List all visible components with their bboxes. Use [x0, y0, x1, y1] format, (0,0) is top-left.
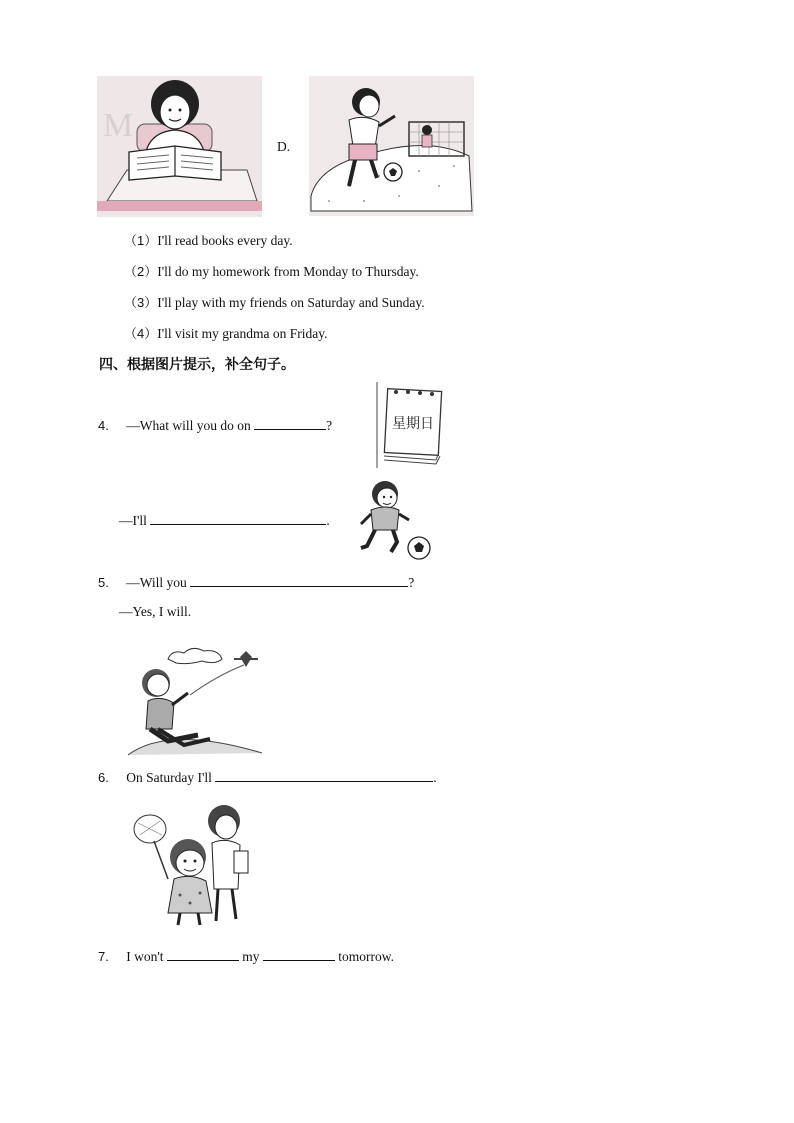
svg-text:M: M [103, 107, 134, 144]
q6-blank[interactable] [215, 769, 433, 782]
q6-number: 6. [98, 770, 109, 785]
q6-sentence [98, 769, 437, 786]
q6-prefix: On Saturday I'll [126, 770, 212, 785]
sentence-3 [124, 292, 425, 311]
q7-part2: my [242, 949, 260, 964]
q4-answer-suffix: . [326, 513, 330, 528]
girls-cotton-candy-image [128, 803, 262, 929]
q6-suffix: . [433, 770, 437, 785]
q7-number: 7. [98, 949, 109, 964]
calendar-label: 星期日 [392, 416, 434, 432]
section-four-heading: 四、根据图片提示，补全句子。 [99, 357, 295, 373]
q4-question-prefix: —What will you do on [126, 418, 251, 433]
option-d-label: D. [277, 139, 291, 154]
q5-question [98, 574, 414, 591]
q4-answer-prefix: —I'll [119, 513, 147, 528]
q4-answer [119, 512, 330, 529]
q5-number: 5. [98, 575, 109, 590]
sentence-1-num: （1） [124, 233, 158, 248]
football-goal-image [309, 76, 474, 216]
q7-blank-1[interactable] [167, 948, 239, 961]
sentence-3-num: （3） [124, 295, 158, 310]
q4-question-suffix: ? [326, 418, 333, 433]
sentence-4-num: （4） [124, 326, 158, 341]
sentence-2-text: I'll do my homework from Monday to Thursday. [157, 264, 419, 279]
q4-number: 4. [98, 418, 109, 433]
q7-part3: tomorrow. [338, 949, 395, 964]
q4-blank-activity[interactable] [150, 512, 326, 525]
q5-question-prefix: —Will you [126, 575, 187, 590]
sentence-2-num: （2） [124, 264, 158, 279]
sentence-2 [124, 261, 419, 280]
sentence-4 [124, 323, 328, 342]
q5-blank[interactable] [190, 574, 408, 587]
q7-sentence [98, 948, 394, 965]
q7-blank-2[interactable] [263, 948, 335, 961]
calendar-sunday-image [376, 382, 446, 468]
q5-question-suffix: ? [408, 575, 415, 590]
reading-boy-image [97, 76, 262, 217]
sentence-4-text: I'll visit my grandma on Friday. [157, 326, 328, 341]
sentence-1-text: I'll read books every day. [157, 233, 293, 248]
sentence-1 [124, 230, 293, 249]
sentence-3-text: I'll play with my friends on Saturday and Sunday. [157, 295, 425, 310]
q4-question [98, 417, 332, 434]
q7-part1: I won't [126, 949, 164, 964]
q4-blank-day[interactable] [254, 417, 326, 430]
boy-kicking-ball-image [355, 478, 437, 562]
q5-answer: —Yes, I will. [119, 604, 192, 619]
girl-flying-kite-image [128, 645, 262, 757]
